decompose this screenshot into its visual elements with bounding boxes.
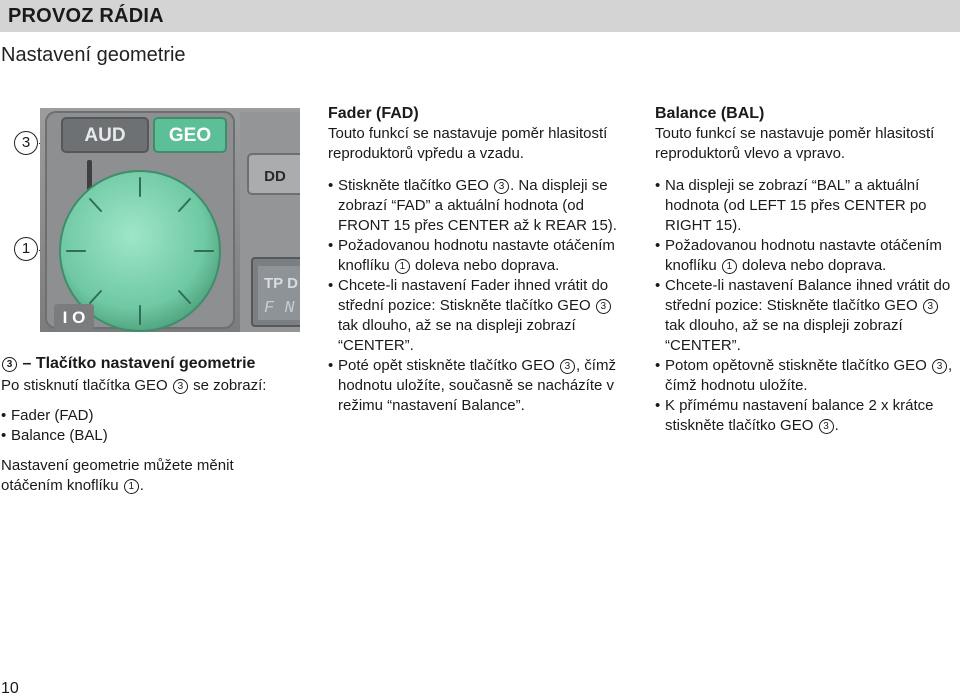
page-number: 10 <box>1 680 19 697</box>
fader-bullet-4-text-end: , čímž hodnotu uložíte, současně se nacházíte v režimu “nastavení Balance”. <box>338 357 616 414</box>
section-title: PROVOZ RÁDIA <box>8 5 164 27</box>
balance-bullet-4-num: 3 <box>932 359 947 374</box>
dolby-button[interactable] <box>248 154 300 194</box>
geo-dash: – <box>22 355 32 372</box>
list-item-fader: • Fader (FAD) <box>1 406 291 426</box>
geo-intro <box>1 376 291 396</box>
fader-bullet-3 <box>328 276 624 356</box>
list-item-balance: • Balance (BAL) <box>1 426 291 446</box>
fader-bullet-1-num: 3 <box>494 179 509 194</box>
geo-outro <box>1 456 291 496</box>
balance-bullet-4 <box>655 356 957 396</box>
balance-bullet-5-text: K přímému nastavení balance 2 x krátce stiskněte tlačítko GEO <box>665 397 934 434</box>
geo-intro-text: Po stisknutí tlačítka GEO <box>1 377 168 394</box>
radio-illustration <box>40 108 300 332</box>
callout-3-label: 3 <box>21 134 31 151</box>
fader-bullet-2-text: Požadovanou hodnotu nastavte otáčením knoflíku <box>338 237 615 274</box>
geo-outro-end: . <box>139 477 144 494</box>
fader-column <box>328 104 624 416</box>
balance-bullet-3-num: 3 <box>923 299 938 314</box>
radio-faceplate-graphic <box>40 108 300 332</box>
fader-bullet-3-text: Chcete-li nastavení Fader ihned vrátit do střední pozice: Stiskněte tlačítko GEO <box>338 277 609 314</box>
fader-bullet-4-num: 3 <box>560 359 575 374</box>
balance-bullet-5-text-end: . <box>834 417 839 434</box>
balance-bullet-1: • Na displeji se zobrazí “BAL” a aktuální hodnota (od LEFT 15 přes CENTER po RIGHT 15). <box>655 176 957 236</box>
balance-bullet-3 <box>655 276 957 356</box>
callout-3 <box>14 131 38 155</box>
geo-button-label: GEO <box>168 125 212 146</box>
fader-title: Fader (FAD) <box>328 105 419 122</box>
balance-bullet-4-text: Potom opětovně stiskněte tlačítko GEO <box>665 357 927 374</box>
fader-bullet-2-num: 1 <box>395 259 410 274</box>
balance-bullet-5 <box>655 396 957 436</box>
geo-heading-num: 3 <box>2 357 17 372</box>
balance-bullet-3-text-end: tak dlouho, až se na displeji zobrazí “CENTER”. <box>665 317 903 354</box>
fader-bullet-2-text-end: doleva nebo doprava. <box>415 257 560 274</box>
geo-button[interactable] <box>154 118 226 152</box>
display-fm: F N <box>264 299 295 318</box>
balance-desc: Touto funkcí se nastavuje poměr hlasitostí reproduktorů vlevo a vpravo. <box>655 125 935 162</box>
fader-bullet-3-num: 3 <box>596 299 611 314</box>
balance-bullet-5-num: 3 <box>819 419 834 434</box>
fader-bullet-4 <box>328 356 624 416</box>
geo-intro-text-end: se zobrazí: <box>193 377 267 394</box>
geo-outro-text: Nastavení geometrie můžete měnit otáčením knoflíku <box>1 457 234 494</box>
balance-bullet-3-text: Chcete-li nastavení Balance ihned vrátit do střední pozice: Stiskněte tlačítko GEO <box>665 277 951 314</box>
balance-bullet-2 <box>655 236 957 276</box>
fader-bullet-3-text-end: tak dlouho, až se na displeji zobrazí “CENTER”. <box>338 317 576 354</box>
left-column <box>1 354 291 496</box>
balance-bullet-2-text: Požadovanou hodnotu nastavte otáčením knoflíku <box>665 237 942 274</box>
page-subtitle: Nastavení geometrie <box>1 44 186 66</box>
fader-bullet-2 <box>328 236 624 276</box>
geo-intro-num: 3 <box>173 379 188 394</box>
geo-outro-num: 1 <box>124 479 139 494</box>
dolby-icon: DD <box>264 168 286 185</box>
section-header-bar <box>0 0 960 32</box>
balance-bullet-2-num: 1 <box>722 259 737 274</box>
fader-desc: Touto funkcí se nastavuje poměr hlasitostí reproduktorů vpředu a vzadu. <box>328 125 608 162</box>
display-tp: TP D <box>264 275 298 292</box>
display-panel <box>252 258 300 326</box>
fader-bullet-4-text: Poté opět stiskněte tlačítko GEO <box>338 357 555 374</box>
fader-bullet-1 <box>328 176 624 236</box>
aud-button-label: AUD <box>84 125 126 146</box>
geo-heading <box>1 354 291 374</box>
aud-button[interactable] <box>62 118 148 152</box>
callout-1-label: 1 <box>21 240 31 257</box>
fader-bullet-1-text-end: . Na displeji se zobrazí “FAD” a aktuální hodnota (od FRONT 15 přes CENTER až k REAR 15). <box>338 177 617 234</box>
balance-bullet-4-text-end: , čímž hodnotu uložíte. <box>665 357 953 394</box>
power-button[interactable] <box>54 304 94 330</box>
power-icon: I O <box>62 308 86 327</box>
callout-1 <box>14 237 38 261</box>
balance-column <box>655 104 957 436</box>
balance-bullet-2-text-end: doleva nebo doprava. <box>742 257 887 274</box>
geo-heading-text: Tlačítko nastavení geometrie <box>35 355 256 372</box>
fader-bullet-1-text: Stiskněte tlačítko GEO <box>338 177 489 194</box>
balance-title: Balance (BAL) <box>655 105 765 122</box>
